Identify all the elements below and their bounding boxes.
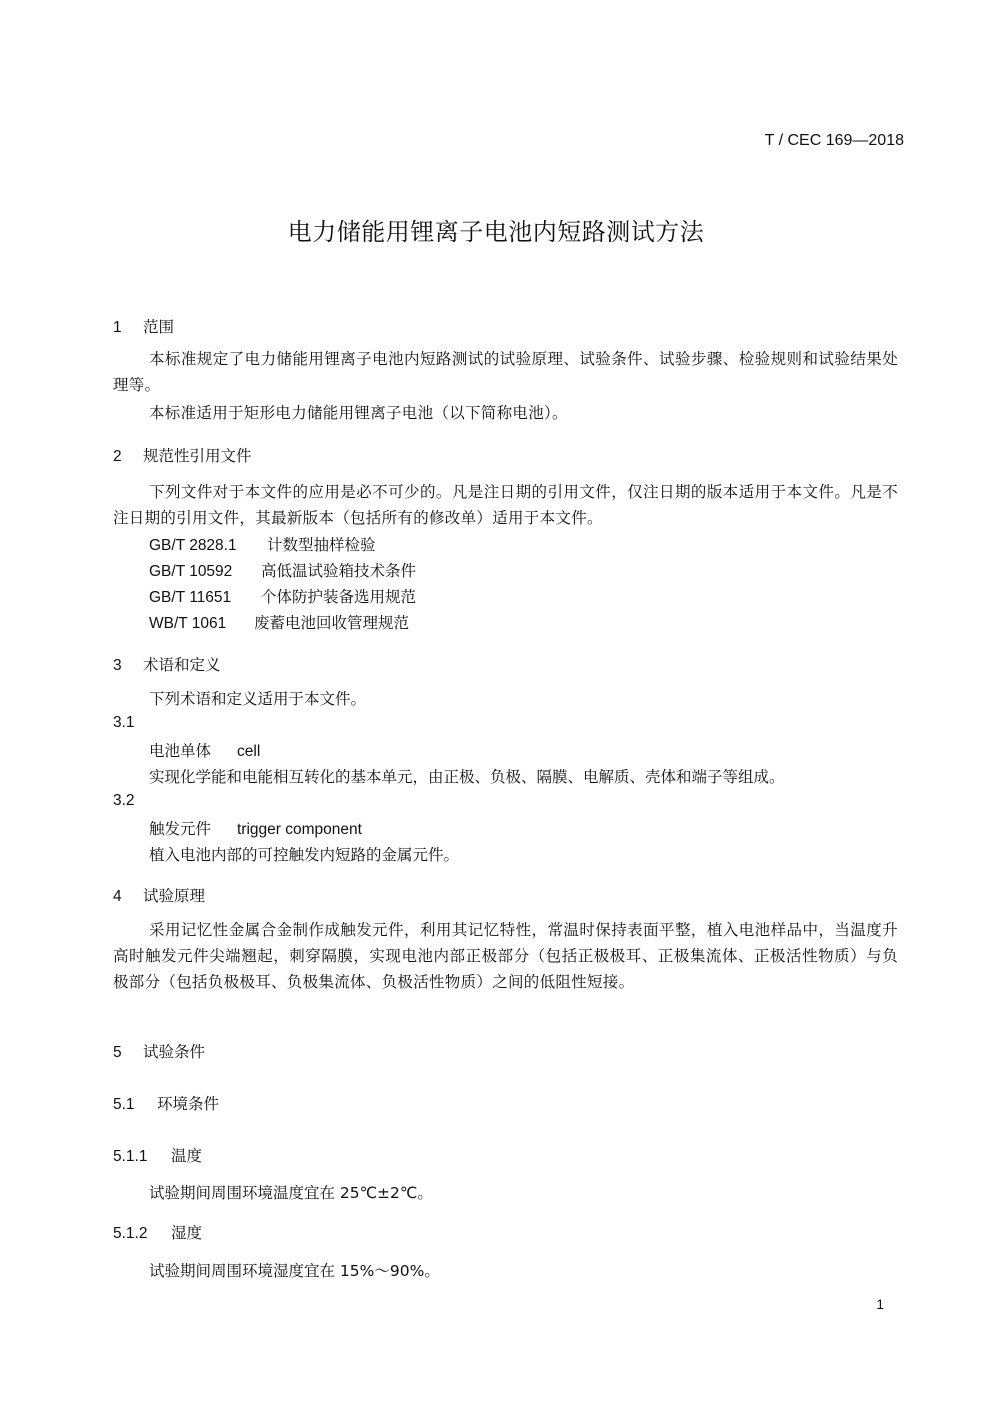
term-heading — [149, 739, 260, 761]
reference-name: 高低温试验箱技术条件 — [261, 562, 417, 580]
term-heading — [149, 817, 362, 839]
term-definition: 植入电池内部的可控触发内短路的金属元件。 — [149, 846, 460, 864]
section-title: 试验原理 — [143, 887, 206, 905]
subsection-5-1-1-heading — [113, 1144, 202, 1166]
reference-code: GB/T 2828.1 — [149, 537, 237, 554]
section-number: 3 — [113, 657, 122, 674]
term-en: cell — [237, 743, 261, 760]
term-en: trigger component — [237, 821, 362, 838]
subsection-5-1-2-heading — [113, 1221, 202, 1243]
reference-item — [149, 585, 416, 607]
reference-code: GB/T 11651 — [149, 589, 232, 606]
section-title: 规范性引用文件 — [143, 447, 252, 465]
subsection-5-1-1-text: 试验期间周围环境温度宜在 25℃±2℃。 — [149, 1184, 433, 1202]
reference-item — [149, 533, 376, 555]
section-number: 1 — [113, 319, 122, 336]
reference-code: GB/T 10592 — [149, 563, 233, 580]
section-4-paragraph-1: 采用记忆性金属合金制作成触发元件，利用其记忆特性，常温时保持表面平整，植入电池样品中，当温度升高时触发元件尖端翘起，刺穿隔膜，实现电池内部正极部分（包括正极极耳、正极集流体、正极活性物质）与负极部分（包括负极极耳、负极集流体、负极活性物质）之间的低阻性短接。 — [113, 921, 898, 991]
term-zh: 触发元件 — [149, 820, 212, 838]
reference-name: 个体防护装备选用规范 — [261, 588, 417, 606]
section-number: 5 — [113, 1044, 122, 1061]
subsection-5-1-2-text: 试验期间周围环境湿度宜在 15%～90%。 — [149, 1262, 440, 1280]
section-1-paragraph-1: 本标准规定了电力储能用锂离子电池内短路测试的试验原理、试验条件、试验步骤、检验规则和试验结果处理等。 — [113, 350, 898, 394]
reference-item — [149, 559, 416, 581]
page-number: 1 — [876, 1296, 884, 1312]
document-title: 电力储能用锂离子电池内短路测试方法 — [287, 218, 705, 246]
term-number: 3.2 — [113, 792, 135, 809]
section-title: 试验条件 — [143, 1043, 206, 1061]
reference-name: 计数型抽样检验 — [267, 536, 376, 554]
reference-item — [149, 611, 409, 633]
section-1-heading — [113, 315, 174, 337]
subsection-title: 湿度 — [171, 1224, 203, 1242]
reference-code: WB/T 1061 — [149, 615, 227, 632]
section-2-paragraph-1: 下列文件对于本文件的应用是必不可少的。凡是注日期的引用文件，仅注日期的版本适用于本文件。凡是不注日期的引用文件，其最新版本（包括所有的修改单）适用于本文件。 — [113, 483, 898, 527]
section-title: 范围 — [143, 318, 175, 336]
section-title: 术语和定义 — [143, 656, 221, 674]
subsection-number: 5.1.2 — [113, 1225, 148, 1242]
section-3-heading — [113, 653, 221, 675]
subsection-title: 温度 — [171, 1147, 203, 1165]
subsection-number: 5.1.1 — [113, 1148, 148, 1165]
term-zh: 电池单体 — [149, 742, 212, 760]
subsection-number: 5.1 — [113, 1096, 135, 1113]
term-number: 3.1 — [113, 714, 135, 731]
subsection-title: 环境条件 — [157, 1095, 220, 1113]
section-2-heading — [113, 444, 252, 466]
section-4-heading — [113, 884, 205, 906]
subsection-5-1-heading — [113, 1092, 219, 1114]
term-definition: 实现化学能和电能相互转化的基本单元，由正极、负极、隔膜、电解质、壳体和端子等组成。 — [149, 768, 785, 786]
section-number: 4 — [113, 888, 122, 905]
section-5-heading — [113, 1040, 205, 1062]
reference-name: 废蓄电池回收管理规范 — [254, 614, 410, 632]
section-3-intro: 下列术语和定义适用于本文件。 — [149, 690, 367, 708]
standard-number: T / CEC 169—2018 — [764, 132, 904, 149]
section-number: 2 — [113, 448, 122, 465]
section-1-paragraph-2: 本标准适用于矩形电力储能用锂离子电池（以下简称电池）。 — [149, 404, 568, 422]
